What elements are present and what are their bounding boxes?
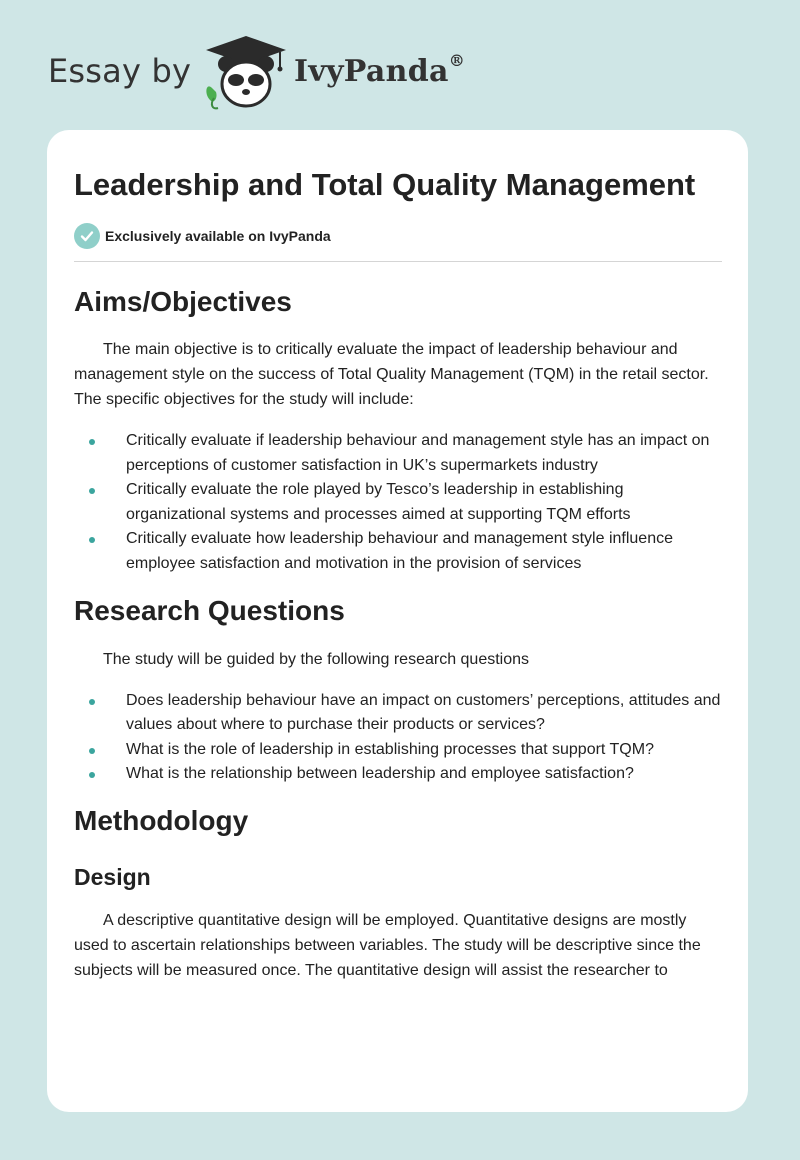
page-title: Leadership and Total Quality Management: [74, 167, 696, 202]
aims-list: [74, 429, 724, 577]
questions-paragraph: The study will be guided by the following research questions: [103, 650, 530, 668]
aims-paragraph: The main objective is to critically evaluate the impact of leadership behaviour and management style on the success of Total Quality Management (TQM) in the retail sector. The specific objectives for the study will include:: [74, 341, 709, 408]
divider: [74, 261, 722, 262]
section-heading-aims: Aims/Objectives: [74, 286, 292, 317]
subsection-heading-design: Design: [74, 863, 151, 890]
ivypanda-logo-icon[interactable]: [202, 34, 290, 110]
exclusive-badge: [74, 222, 724, 250]
section-heading-questions: Research Questions: [74, 594, 345, 626]
essay-card: [47, 130, 748, 1112]
questions-list: [74, 689, 724, 787]
list-item: Does leadership behaviour have an impact on customers’ perceptions, attitudes and values about where to purchase their products or services?: [74, 689, 724, 738]
list-item: What is the relationship between leadership and employee satisfaction?: [74, 762, 724, 787]
brand-name[interactable]: [294, 51, 466, 89]
list-item: Critically evaluate the role played by Tesco’s leadership in establishing organizational systems and processes aimed at supporting TQM efforts: [74, 478, 724, 527]
design-paragraph: A descriptive quantitative design will be employed. Quantitative designs are mostly used to ascertain relationships between variables. The study will be descriptive since the subjects will be measured once. The quantitative design will assist the researcher to: [74, 911, 701, 979]
brand-text: IvyPanda: [294, 54, 449, 89]
essay-by-label: Essay by: [48, 52, 192, 90]
site-header: [48, 34, 508, 114]
list-item: Critically evaluate how leadership behaviour and management style influence employee satisfaction and motivation in the provision of services: [74, 527, 724, 576]
section-heading-methodology: Methodology: [74, 804, 249, 836]
list-item: What is the role of leadership in establishing processes that support TQM?: [74, 738, 724, 763]
list-item: Critically evaluate if leadership behaviour and management style has an impact on perceptions of customer satisfaction in UK’s supermarkets industry: [74, 429, 724, 478]
essay-content: [74, 164, 724, 983]
check-icon: [74, 223, 100, 249]
registered-mark: ®: [448, 51, 466, 70]
badge-label: Exclusively available on IvyPanda: [105, 228, 331, 244]
